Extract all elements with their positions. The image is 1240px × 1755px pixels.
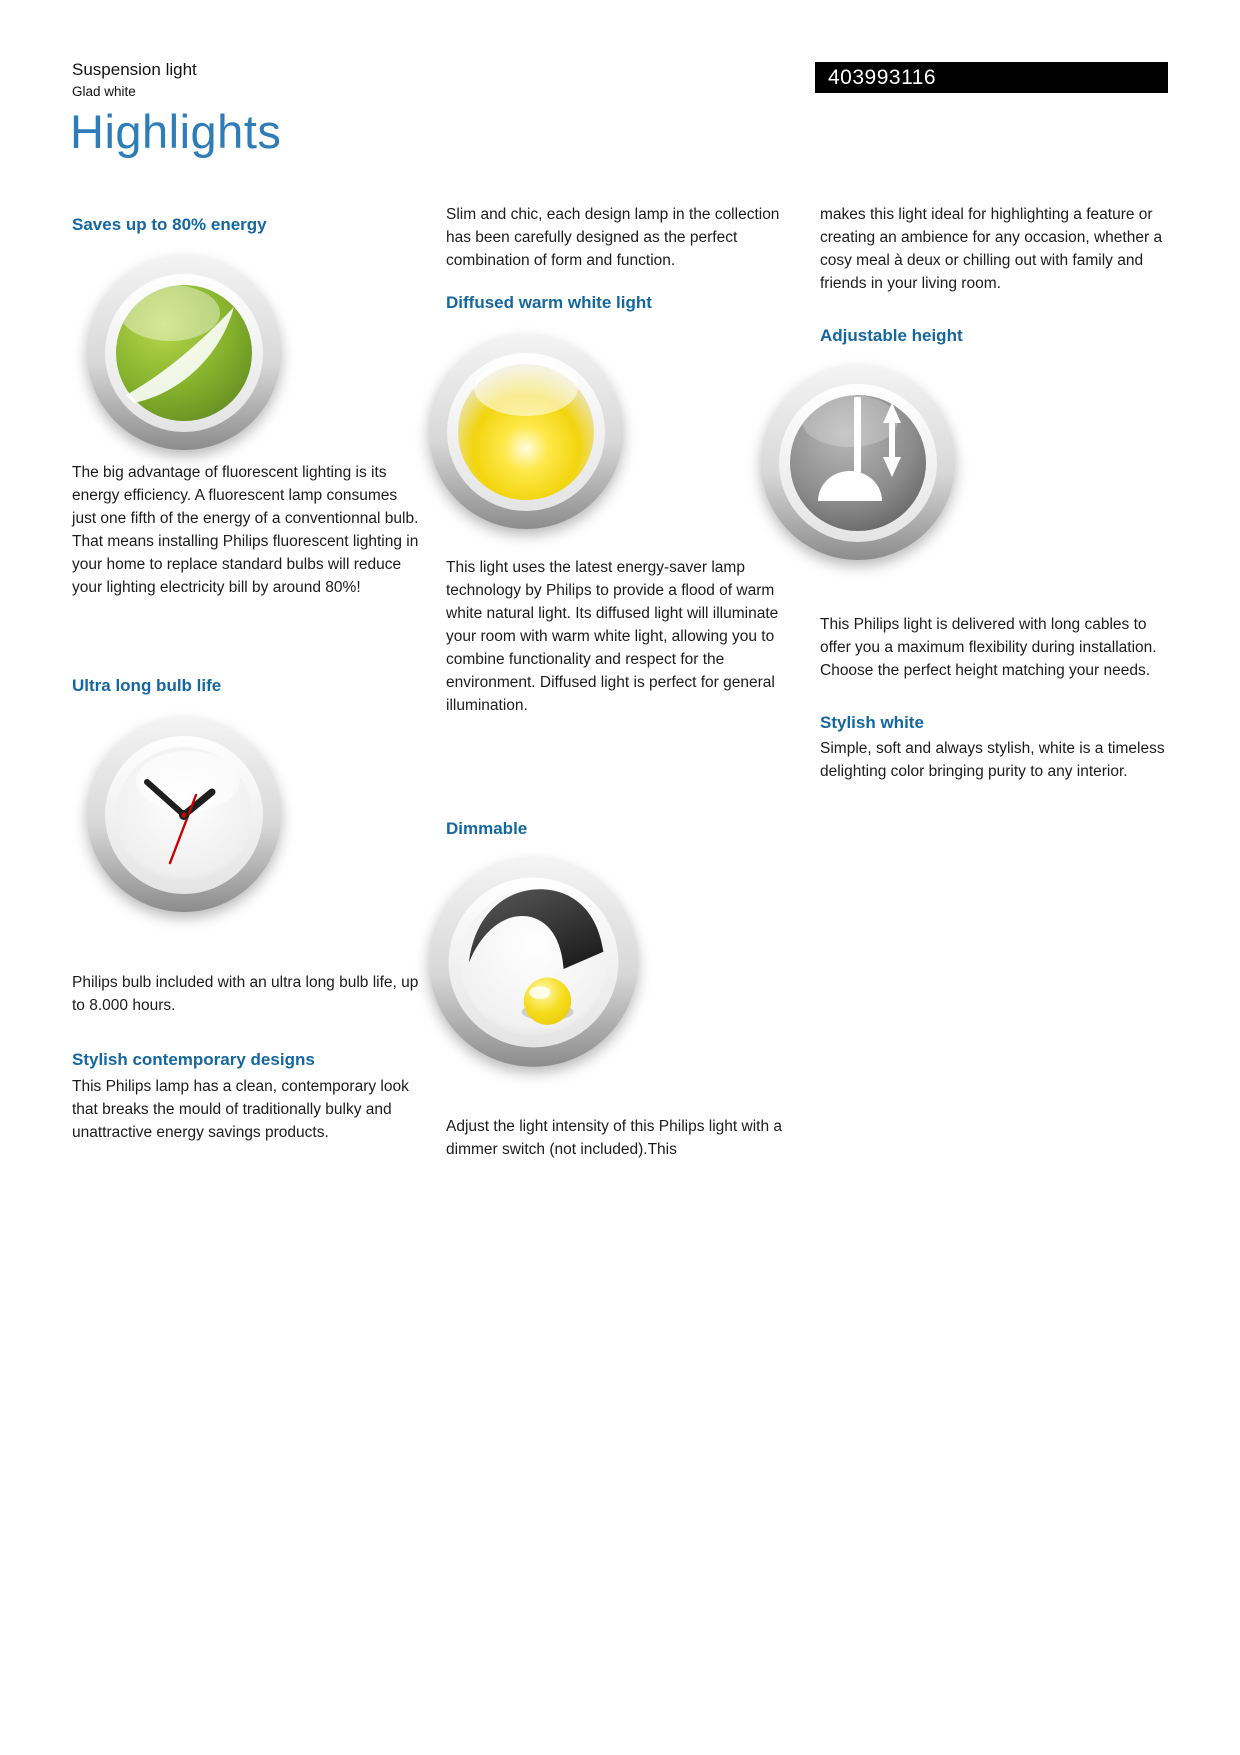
dimmer-knob-icon [426, 855, 641, 1070]
clock-icon [84, 715, 284, 915]
bulb-life-text: Philips bulb included with an ultra long bulb life, up to 8.000 hours. [72, 974, 419, 1014]
energy-saving-leaf-icon [84, 253, 284, 453]
diffused-light-heading: Diffused warm white light [446, 293, 652, 312]
stylish-designs-text: This Philips lamp has a clean, contemporary look that breaks the mould of traditionally bulky and unattractive energy savings products. [72, 1078, 409, 1141]
column-1 [72, 200, 420, 1161]
highlights-columns [72, 200, 1168, 1161]
column-2 [446, 200, 794, 1161]
warm-white-glow-icon [426, 332, 626, 532]
intro-text: Slim and chic, each design lamp in the collection has been carefully designed as the perfect combination of form and function. [446, 206, 780, 269]
stylish-white-heading: Stylish white [820, 713, 924, 732]
dimmable-heading: Dimmable [446, 819, 528, 838]
pendant-height-arrow-icon [758, 363, 958, 563]
column-3 [820, 200, 1168, 1161]
dimmable-text: Adjust the light intensity of this Philips light with a dimmer switch (not included).This [446, 1118, 783, 1158]
adjustable-height-text: This Philips light is delivered with long cables to offer you a maximum flexibility during installation. Choose the perfect height matching your needs. [820, 616, 1157, 679]
product-type: Suspension light [72, 60, 197, 79]
continuation-text: makes this light ideal for highlighting a feature or creating an ambience for any occasion, whether a cosy meal à deux or chilling out with family and friends in your living room. [820, 206, 1163, 292]
saves-energy-heading: Saves up to 80% energy [72, 215, 267, 234]
stylish-white-text: Simple, soft and always stylish, white is a timeless delighting color bringing purity to any interior. [820, 740, 1165, 780]
product-number: 403993116 [828, 65, 937, 89]
product-number-bar [815, 62, 1168, 93]
saves-energy-text: The big advantage of fluorescent lighting is its energy efficiency. A fluorescent lamp consumes just one fifth of the energy of a conventionnal bulb. That means installing Philips fluorescent lighting in your home to replace standard bulbs will reduce your lighting electricity bill by around 80%! [72, 464, 419, 596]
product-name: Glad white [72, 84, 136, 99]
stylish-designs-heading: Stylish contemporary designs [72, 1050, 315, 1069]
diffused-light-text: This light uses the latest energy-saver lamp technology by Philips to provide a flood of warm white natural light. Its diffused light will illuminate your room with warm white light, allowing you to combine functionality and respect for the environment. Diffused light is perfect for general illumination. [446, 559, 779, 714]
page-title: Highlights [70, 105, 282, 158]
bulb-life-heading: Ultra long bulb life [72, 676, 222, 695]
adjustable-height-heading: Adjustable height [820, 326, 963, 345]
